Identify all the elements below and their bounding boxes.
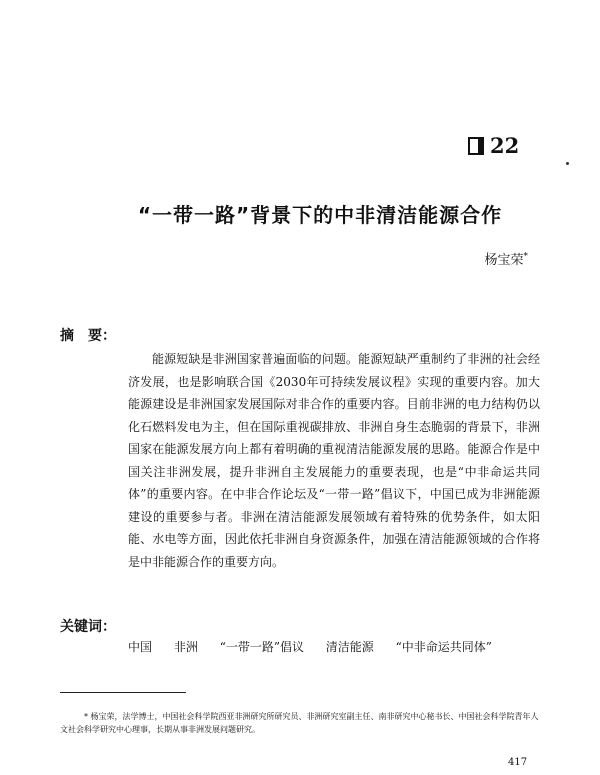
abstract-label: 摘 要： — [60, 328, 116, 344]
decorative-dot — [566, 162, 569, 165]
keyword-item: 中国 — [128, 640, 153, 654]
author-footnote: * 杨宝荣，法学博士，中国社会科学院西亚非洲研究所研究员、非洲研究室副主任、南非研究中心秘书长、中国社会科学院青年人文社会科学研究中心理事，长期从事非洲发展问题研究。 — [60, 712, 539, 734]
keyword-item: “一带一路”倡议 — [219, 640, 304, 654]
keyword-item: 非洲 — [173, 640, 198, 654]
footnote-divider — [60, 692, 186, 693]
keywords-label: 关键词： — [60, 619, 116, 635]
keyword-item: “中非命运共同体” — [395, 640, 492, 654]
report-badge-icon — [468, 137, 484, 155]
report-number — [468, 133, 558, 158]
author-name — [484, 249, 528, 268]
article-title: “一带一路”背景下的中非清洁能源合作 — [137, 203, 503, 227]
author-footnote-mark: * — [523, 251, 528, 262]
page-number: 417 — [508, 757, 528, 768]
keyword-item: 清洁能源 — [325, 640, 374, 654]
author-name-text: 杨宝荣 — [484, 253, 524, 268]
keywords-list — [128, 638, 548, 655]
report-number-value: 22 — [490, 133, 520, 158]
abstract-body: 能源短缺是非洲国家普遍面临的问题。能源短缺严重制约了非洲的社会经济发展，也是影响联合国《2030年可持续发展议程》实现的重要内容。加大能源建设是非洲国家发展国际对非合作的重要内容。目前非洲的电力结构仍以化石燃料发电为主，但在国际重视碳排放、非洲自身生态脆弱的背景下，非洲国家在能源发展方向上都有着明确的重视清洁能源发展的思路。能源合作是中国关注非洲发展，提升非洲自主发展能力的重要表现，也是“中非命运共同体”的重要内容。在中非合作论坛及“一带一路”倡议下，中国已成为非洲能源建设的重要参与者。非洲在清洁能源发展领域有着特殊的优势条件，如太阳能、水电等方面，因此依托非洲自身资源条件，加强在清洁能源领域的合作将是中非能源合作的重要方向。 — [128, 352, 540, 569]
